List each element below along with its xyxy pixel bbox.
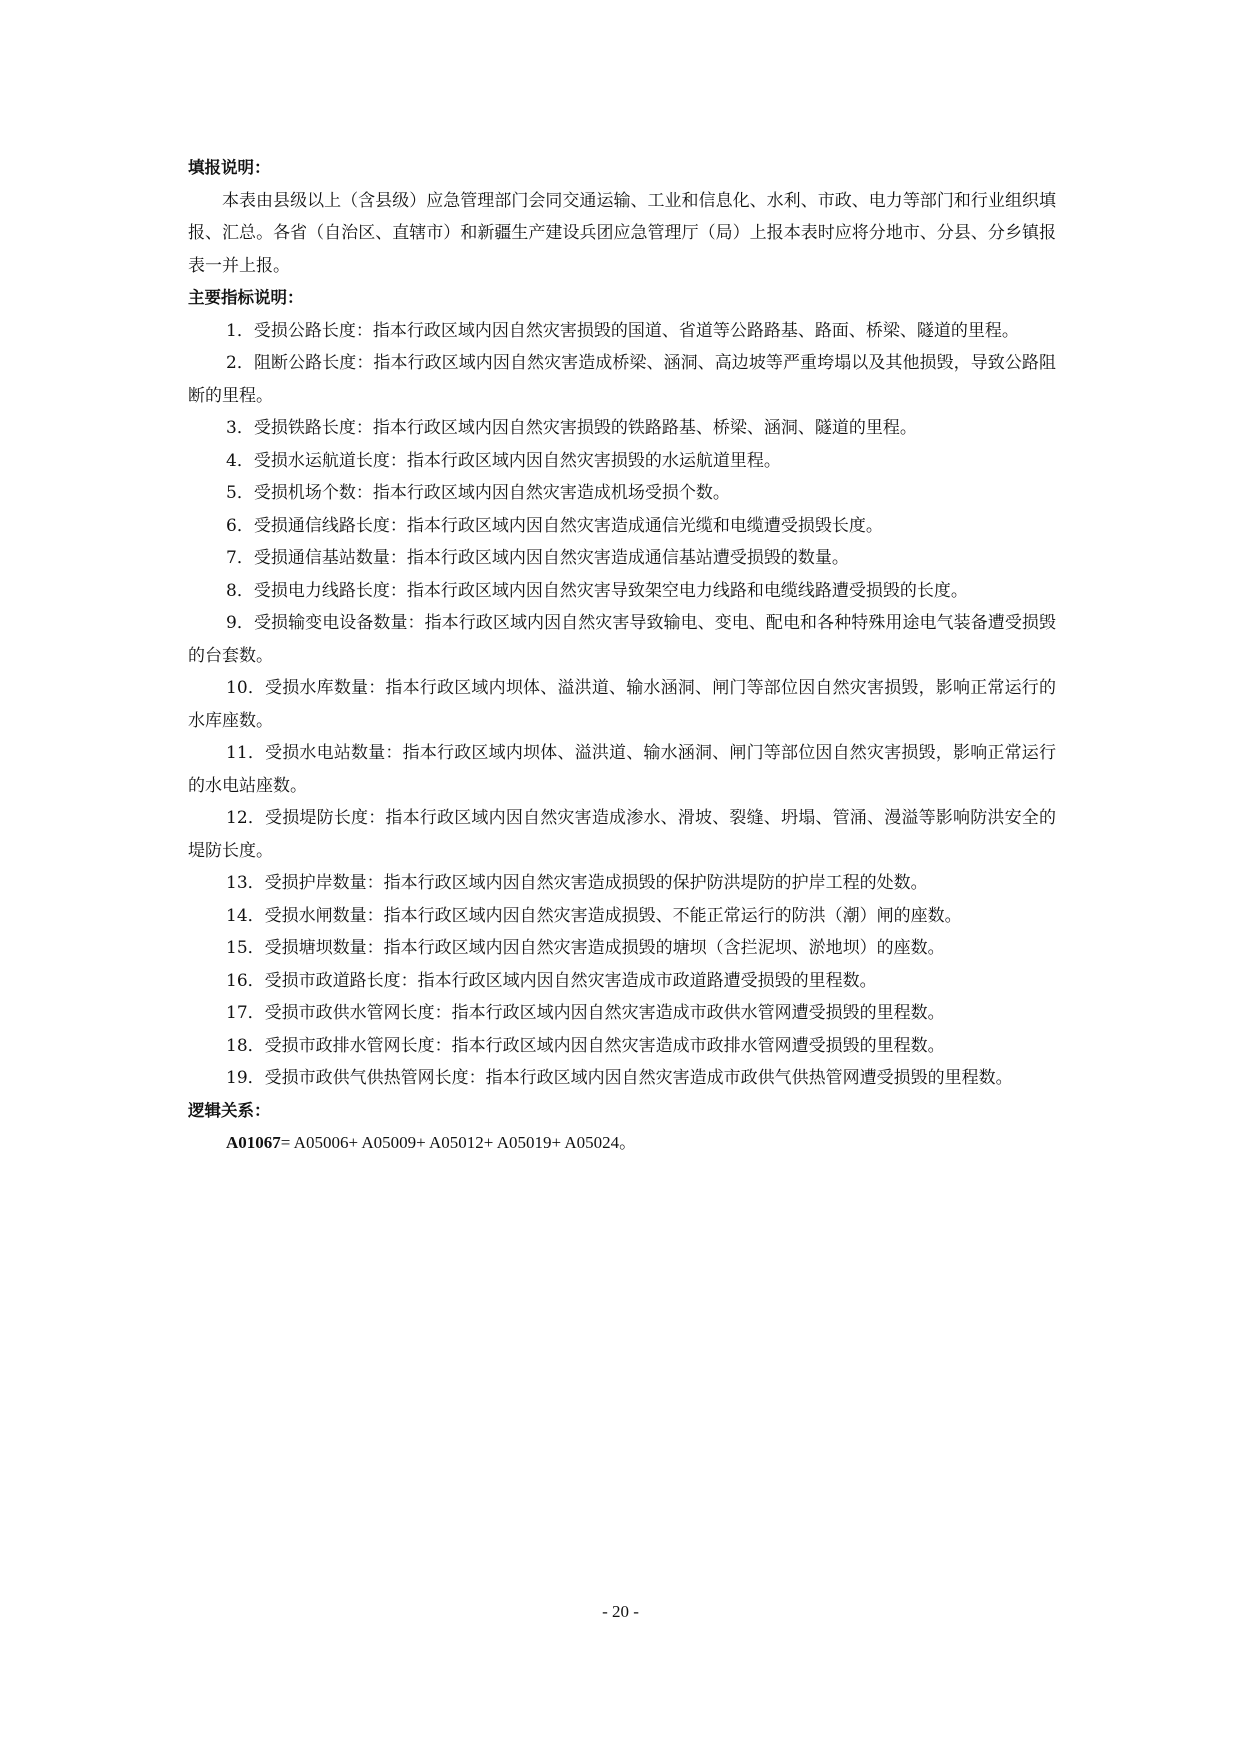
indicators-heading: 主要指标说明： xyxy=(188,288,304,307)
indicator-item: 15．受损塘坝数量：指本行政区域内因自然灾害造成损毁的塘坝（含拦泥坝、淤地坝）的座数。 xyxy=(226,938,945,958)
indicator-item: 16．受损市政道路长度：指本行政区域内因自然灾害造成市政道路遭受损毁的里程数。 xyxy=(226,970,877,991)
logic-heading: 逻辑关系： xyxy=(188,1100,271,1120)
fill-instructions-text: 本表由县级以上（含县级）应急管理部门会同交通运输、工业和信息化、水利、市政、电力等部门和行业组织填报、汇总。各省（自治区、直辖市）和新疆生产建设兵团应急管理厅（局）上报本表时应将分地市、分县、分乡镇报表一并上报。 xyxy=(188,190,1056,276)
indicator-item: 4．受损水运航道长度：指本行政区域内因自然灾害损毁的水运航道里程。 xyxy=(226,450,781,471)
fill-instructions-heading: 填报说明： xyxy=(188,158,271,177)
indicator-item: 19．受损市政供气供热管网长度：指本行政区域内因自然灾害造成市政供气供热管网遭受损毁的里程数。 xyxy=(226,1068,1013,1088)
indicator-item: 10．受损水库数量：指本行政区域内坝体、溢洪道、输水涵洞、闸门等部位因自然灾害损毁，影响正常运行的水库座数。 xyxy=(188,678,1056,731)
logic-formula-rhs: = A05006+ A05009+ A05012+ A05019+ A05024。 xyxy=(280,1133,637,1152)
indicator-item: 5．受损机场个数：指本行政区域内因自然灾害造成机场受损个数。 xyxy=(226,483,730,503)
indicator-item: 9．受损输变电设备数量：指本行政区域内因自然灾害导致输电、变电、配电和各种特殊用途电气装备遭受损毁的台套数。 xyxy=(188,613,1056,666)
logic-formula-lhs: A01067 xyxy=(226,1133,281,1152)
indicator-item: 8．受损电力线路长度：指本行政区域内因自然灾害导致架空电力线路和电缆线路遭受损毁的长度。 xyxy=(226,580,968,601)
document-body xyxy=(188,152,1056,1160)
indicator-item: 1．受损公路长度：指本行政区域内因自然灾害损毁的国道、省道等公路路基、路面、桥梁、隧道的里程。 xyxy=(226,320,1019,341)
indicator-item: 2．阻断公路长度：指本行政区域内因自然灾害造成桥梁、涵洞、高边坡等严重垮塌以及其他损毁，导致公路阻断的里程。 xyxy=(188,353,1056,406)
indicator-item: 13．受损护岸数量：指本行政区域内因自然灾害造成损毁的保护防洪堤防的护岸工程的处数。 xyxy=(226,873,928,893)
page-number: - 20 - xyxy=(602,1602,639,1621)
indicator-item: 3．受损铁路长度：指本行政区域内因自然灾害损毁的铁路路基、桥梁、涵洞、隧道的里程。 xyxy=(226,418,917,438)
indicator-list xyxy=(188,315,1056,1095)
indicator-item: 18．受损市政排水管网长度：指本行政区域内因自然灾害造成市政排水管网遭受损毁的里程数。 xyxy=(226,1035,945,1056)
indicator-item: 17．受损市政供水管网长度：指本行政区域内因自然灾害造成市政供水管网遭受损毁的里程数。 xyxy=(226,1003,945,1023)
indicator-item: 14．受损水闸数量：指本行政区域内因自然灾害造成损毁、不能正常运行的防洪（潮）闸的座数。 xyxy=(226,905,962,926)
indicator-item: 11．受损水电站数量：指本行政区域内坝体、溢洪道、输水涵洞、闸门等部位因自然灾害损毁，影响正常运行的水电站座数。 xyxy=(188,743,1056,796)
indicator-item: 12．受损堤防长度：指本行政区域内因自然灾害造成渗水、滑坡、裂缝、坍塌、管涌、漫溢等影响防洪安全的堤防长度。 xyxy=(188,808,1056,861)
indicator-item: 7．受损通信基站数量：指本行政区域内因自然灾害造成通信基站遭受损毁的数量。 xyxy=(226,548,849,568)
indicator-item: 6．受损通信线路长度：指本行政区域内因自然灾害造成通信光缆和电缆遭受损毁长度。 xyxy=(226,515,883,536)
logic-formula xyxy=(188,1127,1056,1160)
